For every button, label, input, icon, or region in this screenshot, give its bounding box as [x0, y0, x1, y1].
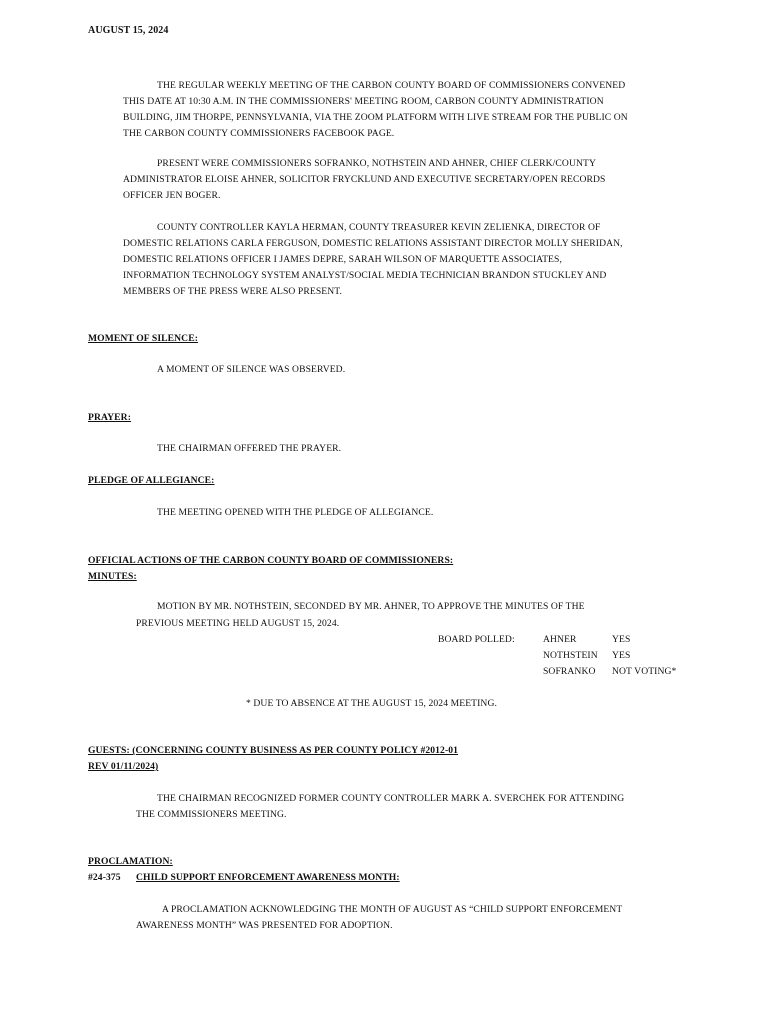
item-number: #24-375 [88, 872, 121, 883]
guests-heading-line-1: GUESTS: (CONCERNING COUNTY BUSINESS AS PER COUNTY POLICY #2012-01 [88, 745, 459, 756]
pledge-text: THE MEETING OPENED WITH THE PLEDGE OF ALLEGIANCE. [157, 507, 434, 518]
proclamation-text-line-2: AWARENESS MONTH” WAS PRESENTED FOR ADOPTION. [136, 920, 393, 931]
guests-text-line-2: THE COMMISSIONERS MEETING. [136, 809, 287, 820]
footnote: * DUE TO ABSENCE AT THE AUGUST 15, 2024 MEETING. [246, 698, 497, 709]
intro-line: ADMINISTRATOR ELOISE AHNER, SOLICITOR FRYCKLUND AND EXECUTIVE SECRETARY/OPEN RECORDS [123, 173, 606, 185]
intro-paragraph-2 [123, 156, 688, 204]
intro-line: DOMESTIC RELATIONS OFFICER I JAMES DEPRE, SARAH WILSON OF MARQUETTE ASSOCIATES, [123, 253, 562, 265]
poll-vote: YES [612, 634, 631, 645]
poll-vote: YES [612, 650, 631, 661]
intro-line: COUNTY CONTROLLER KAYLA HERMAN, COUNTY TREASURER KEVIN ZELIENKA, DIRECTOR OF [157, 222, 601, 233]
intro-line: THIS DATE AT 10:30 A.M. IN THE COMMISSIONERS' MEETING ROOM, CARBON COUNTY ADMINISTRATION [123, 95, 604, 107]
poll-name: NOTHSTEIN [543, 650, 598, 661]
guests-heading-line-2: REV 01/11/2024) [88, 761, 159, 772]
date-header: AUGUST 15, 2024 [88, 25, 169, 36]
intro-paragraph-1 [123, 78, 688, 142]
board-polled-label: BOARD POLLED: [438, 634, 515, 645]
poll-name: SOFRANKO [543, 666, 596, 677]
poll-name: AHNER [543, 634, 577, 645]
official-actions-heading: OFFICIAL ACTIONS OF THE CARBON COUNTY BOARD OF COMMISSIONERS: [88, 555, 454, 566]
moment-of-silence-heading: MOMENT OF SILENCE: [88, 333, 199, 344]
prayer-text: THE CHAIRMAN OFFERED THE PRAYER. [157, 443, 342, 454]
intro-line: INFORMATION TECHNOLOGY SYSTEM ANALYST/SOCIAL MEDIA TECHNICIAN BRANDON STUCKLEY AND [123, 269, 607, 281]
motion-text-line-1: MOTION BY MR. NOTHSTEIN, SECONDED BY MR. AHNER, TO APPROVE THE MINUTES OF THE [157, 601, 585, 612]
intro-line: THE CARBON COUNTY COMMISSIONERS FACEBOOK PAGE. [123, 127, 395, 139]
intro-line: OFFICER JEN BOGER. [123, 189, 221, 201]
item-title: CHILD SUPPORT ENFORCEMENT AWARENESS MONTH: [136, 872, 400, 883]
intro-line: DOMESTIC RELATIONS CARLA FERGUSON, DOMESTIC RELATIONS ASSISTANT DIRECTOR MOLLY SHERIDAN, [123, 237, 623, 249]
poll-vote: NOT VOTING* [612, 666, 677, 677]
intro-line: MEMBERS OF THE PRESS WERE ALSO PRESENT. [123, 285, 342, 297]
prayer-heading: PRAYER: [88, 412, 131, 423]
intro-line: THE REGULAR WEEKLY MEETING OF THE CARBON COUNTY BOARD OF COMMISSIONERS CONVENED [157, 80, 626, 91]
proclamation-text-line-1: A PROCLAMATION ACKNOWLEDGING THE MONTH OF AUGUST AS “CHILD SUPPORT ENFORCEMENT [162, 904, 623, 915]
motion-text-line-2: PREVIOUS MEETING HELD AUGUST 15, 2024. [136, 618, 340, 629]
intro-line: BUILDING, JIM THORPE, PENNSYLVANIA, VIA THE ZOOM PLATFORM WITH LIVE STREAM FOR THE PUBLIC ON [123, 111, 628, 123]
guests-text-line-1: THE CHAIRMAN RECOGNIZED FORMER COUNTY CONTROLLER MARK A. SVERCHEK FOR ATTENDING [157, 793, 625, 804]
proclamation-heading: PROCLAMATION: [88, 856, 173, 867]
intro-paragraph-3 [123, 220, 688, 300]
pledge-heading: PLEDGE OF ALLEGIANCE: [88, 475, 215, 486]
moment-of-silence-text: A MOMENT OF SILENCE WAS OBSERVED. [157, 364, 346, 375]
intro-line: PRESENT WERE COMMISSIONERS SOFRANKO, NOTHSTEIN AND AHNER, CHIEF CLERK/COUNTY [157, 158, 596, 169]
minutes-heading: MINUTES: [88, 571, 137, 582]
